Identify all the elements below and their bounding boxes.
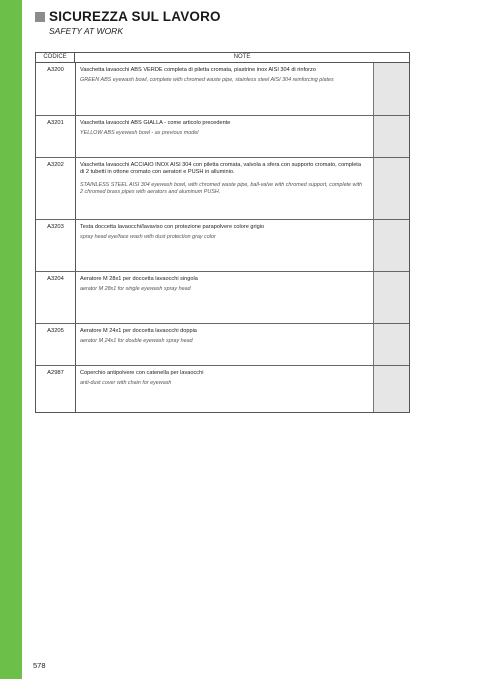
page-title: SICUREZZA SUL LAVORO — [49, 9, 221, 24]
row-description-it: Aeratore M 28x1 per doccetta lavaocchi singola — [80, 276, 198, 282]
table-row — [36, 63, 409, 115]
row-description-en: aerator M 24x1 for double eyewash spray head — [80, 338, 193, 344]
page-number: 578 — [33, 661, 46, 670]
row-description-it: Vaschetta lavaocchi ABS GIALLA - come articolo precedente — [80, 120, 231, 126]
table-header — [36, 53, 409, 63]
title-square-icon — [35, 12, 45, 22]
header-note: NOTE — [233, 54, 251, 60]
green-side-bar — [0, 0, 22, 679]
row-description-en: anti-dust cover with chain for eyewash — [80, 380, 172, 386]
table-row — [36, 271, 409, 323]
row-code: A3205 — [47, 328, 64, 334]
row-description-en: GREEN ABS eyewash bowl, complete with chromed waste pipe, stainless steel AISI 304 reinforcing plates — [80, 77, 334, 83]
row-description-it: Testa doccetta lavaocchi/lavaviso con protezione parapolvere colore grigio — [80, 224, 265, 230]
table-row — [36, 365, 409, 412]
product-table — [35, 52, 410, 413]
header-codice: CODICE — [36, 53, 75, 62]
row-code: A2987 — [47, 370, 64, 376]
title-row — [35, 10, 221, 24]
row-code: A3201 — [47, 120, 64, 126]
row-code: A3203 — [47, 224, 64, 230]
row-code: A3202 — [47, 162, 64, 168]
row-description-it: Vaschetta lavaocchi ACCIAIO INOX AISI 304 con piletta cromata, valvola a sfera con supporto cromato, completa di 2 tubetti in ottone cromato con aeratori e PUSH in alluminio. — [80, 162, 361, 175]
row-code: A3204 — [47, 276, 64, 282]
page-header — [35, 10, 221, 36]
row-description-it: Coperchio antipolvere con catenella per lavaocchi — [80, 370, 204, 376]
row-code: A3200 — [47, 67, 64, 73]
row-description-en: aerator M 28x1 for single eyewash spray head — [80, 286, 191, 292]
table-row — [36, 219, 409, 271]
row-description-en: spray head eye/face wash with dust protection gray color — [80, 234, 216, 240]
table-row — [36, 157, 409, 219]
row-description-it: Aeratore M 24x1 per doccetta lavaocchi doppia — [80, 328, 197, 334]
page-subtitle: SAFETY AT WORK — [49, 26, 123, 36]
row-description-en: STAINLESS STEEL AISI 304 eyewash bowl, with chromed waste pipe, ball-valve with chromed support, complete with 2 chromed brass pipes with aerators and aluminum PUSH. — [80, 182, 363, 195]
row-description-en: YELLOW ABS eyewash bowl - as previous model — [80, 130, 199, 136]
row-description-it: Vaschetta lavaocchi ABS VERDE completa di piletta cromata, piastrine inox AISI 304 di rinforzo — [80, 67, 316, 73]
